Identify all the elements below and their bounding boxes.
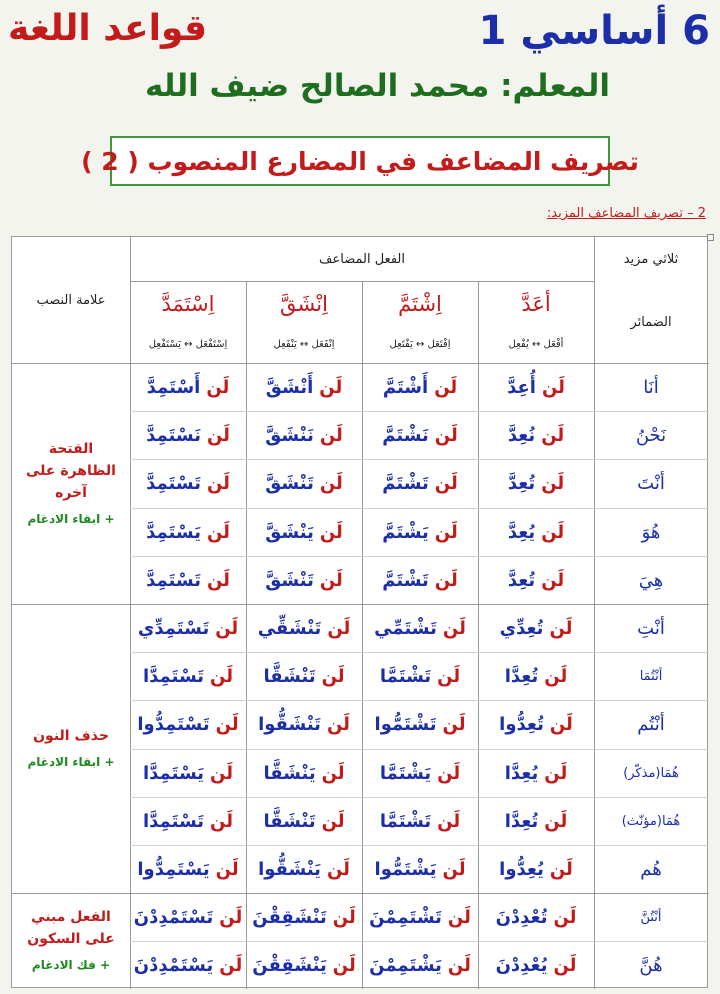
particle-lan: لَن <box>321 762 345 784</box>
verb-pattern: اِفْتَعَل ↔ يَفْتَعِل <box>389 338 451 350</box>
conjugation-cell <box>130 893 246 941</box>
pronoun-cell: أنْتِ <box>637 617 665 639</box>
particle-lan: لَن <box>541 521 565 543</box>
verb-form: تُعِدُّوا <box>499 713 544 735</box>
verb-form: تُعْدِدْنَ <box>495 906 548 928</box>
particle-lan: لَن <box>206 424 230 446</box>
verb-form: تَنْشَقُّوا <box>258 713 321 735</box>
particle-lan: لَن <box>434 569 458 591</box>
sign-main-text: حذف النون <box>33 727 109 744</box>
verb-form: تَشْتَمِمْنَ <box>369 906 442 928</box>
conjugation-cell <box>246 604 362 652</box>
conjugation-cell <box>130 941 246 989</box>
conjugation-cell <box>246 556 362 604</box>
particle-lan: لَن <box>215 713 239 735</box>
particle-lan: لَن <box>215 617 239 639</box>
conjugation-cell <box>246 700 362 748</box>
section-label: 2 – تصريف المضاعف المزيد: <box>546 206 706 221</box>
verb-form: نُعِدَّ <box>507 424 536 446</box>
conjugation-cell <box>362 941 478 989</box>
verb-form: تُعِدَّا <box>504 810 539 832</box>
verb-form: يُعِدُّوا <box>499 858 544 880</box>
conjugation-cell <box>246 411 362 459</box>
verb-form: تَشْتَمَّ <box>382 569 429 591</box>
particle-lan: لَن <box>437 665 461 687</box>
pronoun-cell: هُم <box>640 858 662 880</box>
verb-form: تَشْتَمُّوا <box>374 713 437 735</box>
verb-form: يَشْتَمِمْنَ <box>369 954 442 976</box>
conjugation-cell <box>130 508 246 556</box>
conjugation-cell <box>130 700 246 748</box>
verb-header: اِنْشَقَّ <box>280 292 328 316</box>
conjugation-cell <box>478 749 594 797</box>
particle-lan: لَن <box>219 906 243 928</box>
verb-form: تَسْتَمِدَّ <box>146 569 201 591</box>
conjugation-cell <box>478 556 594 604</box>
verb-form: يُعِدَّ <box>507 521 536 543</box>
conjugation-cell <box>478 893 594 941</box>
particle-lan: لَن <box>206 521 230 543</box>
particle-lan: لَن <box>541 569 565 591</box>
verb-form: تَشْتَمِّي <box>374 617 437 639</box>
conjugation-cell <box>130 604 246 652</box>
conjugation-cell <box>478 797 594 845</box>
corner-header: ثلاثي مزيد <box>623 251 679 267</box>
conjugation-cell <box>362 845 478 893</box>
particle-lan: لَن <box>541 472 565 494</box>
verb-form: يَنْشَقَّا <box>263 762 316 784</box>
conjugation-cell <box>478 652 594 700</box>
conjugation-cell <box>362 893 478 941</box>
sign-note-text: + ابقاء الادغام <box>27 511 115 526</box>
verb-form: يَشْتَمَّ <box>382 521 429 543</box>
conjugation-cell <box>130 459 246 507</box>
conjugation-cell <box>478 604 594 652</box>
conjugation-cell <box>246 893 362 941</box>
particle-lan: لَن <box>437 810 461 832</box>
sign-main-text: الفتحة الظاهرة على آخره <box>26 440 116 501</box>
conjugation-cell <box>362 363 478 411</box>
particle-lan: لَن <box>206 376 230 398</box>
particle-lan: لَن <box>447 906 471 928</box>
conjugation-cell <box>246 941 362 989</box>
conjugation-cell <box>246 363 362 411</box>
verb-form: تَسْتَمِدَّا <box>142 810 205 832</box>
conjugation-cell <box>130 845 246 893</box>
conjugation-cell <box>362 604 478 652</box>
corner-marker <box>707 234 714 241</box>
sign-cell <box>12 604 130 893</box>
conjugation-cell <box>130 411 246 459</box>
verb-header: اِسْتَمَدَّ <box>161 292 215 316</box>
particle-lan: لَن <box>321 665 345 687</box>
particle-lan: لَن <box>210 665 234 687</box>
conjugation-cell <box>246 797 362 845</box>
pronoun-cell: أنْتُم <box>637 713 665 735</box>
particle-lan: لَن <box>326 858 350 880</box>
particle-lan: لَن <box>541 424 565 446</box>
conjugation-cell <box>246 749 362 797</box>
particle-lan: لَن <box>434 376 458 398</box>
pronoun-cell: أنَا <box>643 376 659 398</box>
verb-form: يُعْدِدْنَ <box>495 954 548 976</box>
particle-lan: لَن <box>442 713 466 735</box>
conjugation-cell <box>362 459 478 507</box>
conjugation-cell <box>478 508 594 556</box>
verb-form: تَشْتَمَّا <box>379 810 432 832</box>
particle-lan: لَن <box>541 376 565 398</box>
particle-lan: لَن <box>437 762 461 784</box>
particle-lan: لَن <box>332 954 356 976</box>
verb-form: تَسْتَمِدَّ <box>146 472 201 494</box>
verb-form: تَسْتَمْدِدْنَ <box>133 906 214 928</box>
conjugation-cell <box>362 411 478 459</box>
particle-lan: لَن <box>327 617 351 639</box>
particle-lan: لَن <box>319 424 343 446</box>
conjugation-cell <box>130 556 246 604</box>
verb-form: يَسْتَمْدِدْنَ <box>133 954 214 976</box>
verb-form: يَنْشَقُّوا <box>258 858 321 880</box>
conjugation-cell <box>362 556 478 604</box>
lesson-title-box <box>81 136 639 186</box>
conjugation-cell <box>478 941 594 989</box>
verb-form: تَسْتَمِدِّي <box>137 617 210 639</box>
verb-form: يَشْتَمَّا <box>379 762 432 784</box>
pronoun-cell: نَحْنُ <box>635 424 667 446</box>
verb-form: تَنْشَقَّا <box>263 810 316 832</box>
sign-note-text: + فك الادغام <box>31 958 111 972</box>
verb-form: يَنْشَقِقْنَ <box>252 954 327 976</box>
particle-lan: لَن <box>326 713 350 735</box>
particle-lan: لَن <box>447 954 471 976</box>
conjugation-cell <box>478 700 594 748</box>
subject-title: قواعد اللغة <box>8 8 208 49</box>
pronoun-cell: هُوَ <box>641 521 661 543</box>
verb-pattern: اِسْتَفْعَل ↔ يَسْتَفْعِل <box>148 338 228 350</box>
verb-header: اِشْتَمَّ <box>398 292 442 316</box>
particle-lan: لَن <box>215 858 239 880</box>
pronoun-cell: هُنَّ <box>639 954 663 976</box>
conjugation-table <box>11 236 708 988</box>
verb-form: يَسْتَمِدَّا <box>142 762 205 784</box>
verb-form: نَنْشَقَّ <box>265 424 314 446</box>
verb-form: يُعِدَّا <box>504 762 539 784</box>
verb-form: أُعِدَّ <box>507 376 536 398</box>
verb-form: يَسْتَمِدَّ <box>146 521 201 543</box>
particle-lan: لَن <box>319 376 343 398</box>
particle-lan: لَن <box>549 713 573 735</box>
verb-form: تَشْتَمَّ <box>382 472 429 494</box>
particle-lan: لَن <box>210 810 234 832</box>
verb-form: تُعِدَّ <box>507 569 536 591</box>
conjugation-cell <box>362 797 478 845</box>
verb-form: تَسْتَمِدَّا <box>142 665 205 687</box>
particle-lan: لَن <box>549 858 573 880</box>
sign-cell <box>12 893 130 989</box>
verb-form: تَنْشَقِقْنَ <box>252 906 327 928</box>
conjugation-cell <box>130 749 246 797</box>
verb-form: أَشْتَمَّ <box>382 376 429 398</box>
particle-lan: لَن <box>544 762 568 784</box>
verb-pattern: أفْعَل ↔ يُفْعِل <box>508 338 564 350</box>
particle-lan: لَن <box>219 954 243 976</box>
pronoun-cell: أنْتَ <box>637 472 665 494</box>
conjugation-cell <box>478 459 594 507</box>
conjugation-cell <box>362 749 478 797</box>
conjugation-cell <box>478 363 594 411</box>
verb-form: أَسْتَمِدَّ <box>146 376 201 398</box>
sign-main-text: الفعل مبني على السكون <box>27 909 115 947</box>
particle-lan: لَن <box>442 617 466 639</box>
particle-lan: لَن <box>442 858 466 880</box>
particle-lan: لَن <box>544 665 568 687</box>
pronoun-cell: هُمَا(مؤنّث) <box>621 813 681 829</box>
conjugation-cell <box>362 652 478 700</box>
verb-form: تَنْشَقَّا <box>263 665 316 687</box>
verb-form: تُعِدِّي <box>499 617 544 639</box>
verb-form: تَشْتَمَّا <box>379 665 432 687</box>
pronoun-header: الضمائر <box>630 314 672 330</box>
conjugation-cell <box>246 508 362 556</box>
conjugation-cell <box>130 797 246 845</box>
pronoun-cell: هُمَا(مذكّر) <box>623 765 679 781</box>
pronoun-cell: أنْتُنَّ <box>640 909 662 925</box>
conjugation-cell <box>130 652 246 700</box>
conjugation-cell <box>478 845 594 893</box>
pronoun-cell: أنْتُمَا <box>639 668 663 684</box>
particle-lan: لَن <box>210 762 234 784</box>
verb-header: أعَدَّ <box>521 292 551 316</box>
conjugation-cell <box>246 652 362 700</box>
sign-note-text: + ابقاء الادغام <box>27 754 115 769</box>
particle-lan: لَن <box>434 424 458 446</box>
verb-form: تَسْتَمِدُّوا <box>137 713 210 735</box>
verb-group-header: الفعل المضاعف <box>319 251 405 267</box>
particle-lan: لَن <box>544 810 568 832</box>
pronoun-cell: هِيَ <box>638 569 664 591</box>
conjugation-cell <box>246 459 362 507</box>
particle-lan: لَن <box>206 569 230 591</box>
particle-lan: لَن <box>434 472 458 494</box>
conjugation-cell <box>130 363 246 411</box>
conjugation-cell <box>362 508 478 556</box>
verb-form: نَسْتَمِدَّ <box>146 424 201 446</box>
sign-cell <box>12 363 130 604</box>
verb-form: تُعِدَّا <box>504 665 539 687</box>
particle-lan: لَن <box>319 569 343 591</box>
verb-form: نَشْتَمَّ <box>382 424 429 446</box>
verb-form: يَسْتَمِدُّوا <box>137 858 210 880</box>
verb-form: أَنْشَقَّ <box>265 376 314 398</box>
particle-lan: لَن <box>319 472 343 494</box>
teacher-name: المعلم: محمد الصالح ضيف الله <box>145 68 610 104</box>
verb-form: يَشْتَمُّوا <box>374 858 437 880</box>
grade-label: 6 أساسي 1 <box>478 8 710 54</box>
particle-lan: لَن <box>553 954 577 976</box>
sign-header: علامة النصب <box>36 292 106 308</box>
particle-lan: لَن <box>206 472 230 494</box>
verb-form: تَنْشَقِّي <box>257 617 322 639</box>
particle-lan: لَن <box>434 521 458 543</box>
verb-form: تُعِدَّ <box>507 472 536 494</box>
particle-lan: لَن <box>549 617 573 639</box>
lesson-title: تصريف المضاعف في المضارع المنصوب ( 2 ) <box>81 146 639 176</box>
verb-pattern: اِنْفَعَل ↔ يَنْفَعِل <box>273 338 335 350</box>
conjugation-cell <box>362 700 478 748</box>
particle-lan: لَن <box>321 810 345 832</box>
verb-form: تَنْشَقَّ <box>265 569 314 591</box>
verb-form: يَنْشَقَّ <box>265 521 314 543</box>
conjugation-cell <box>478 411 594 459</box>
particle-lan: لَن <box>553 906 577 928</box>
conjugation-cell <box>246 845 362 893</box>
particle-lan: لَن <box>332 906 356 928</box>
particle-lan: لَن <box>319 521 343 543</box>
verb-form: تَنْشَقَّ <box>265 472 314 494</box>
